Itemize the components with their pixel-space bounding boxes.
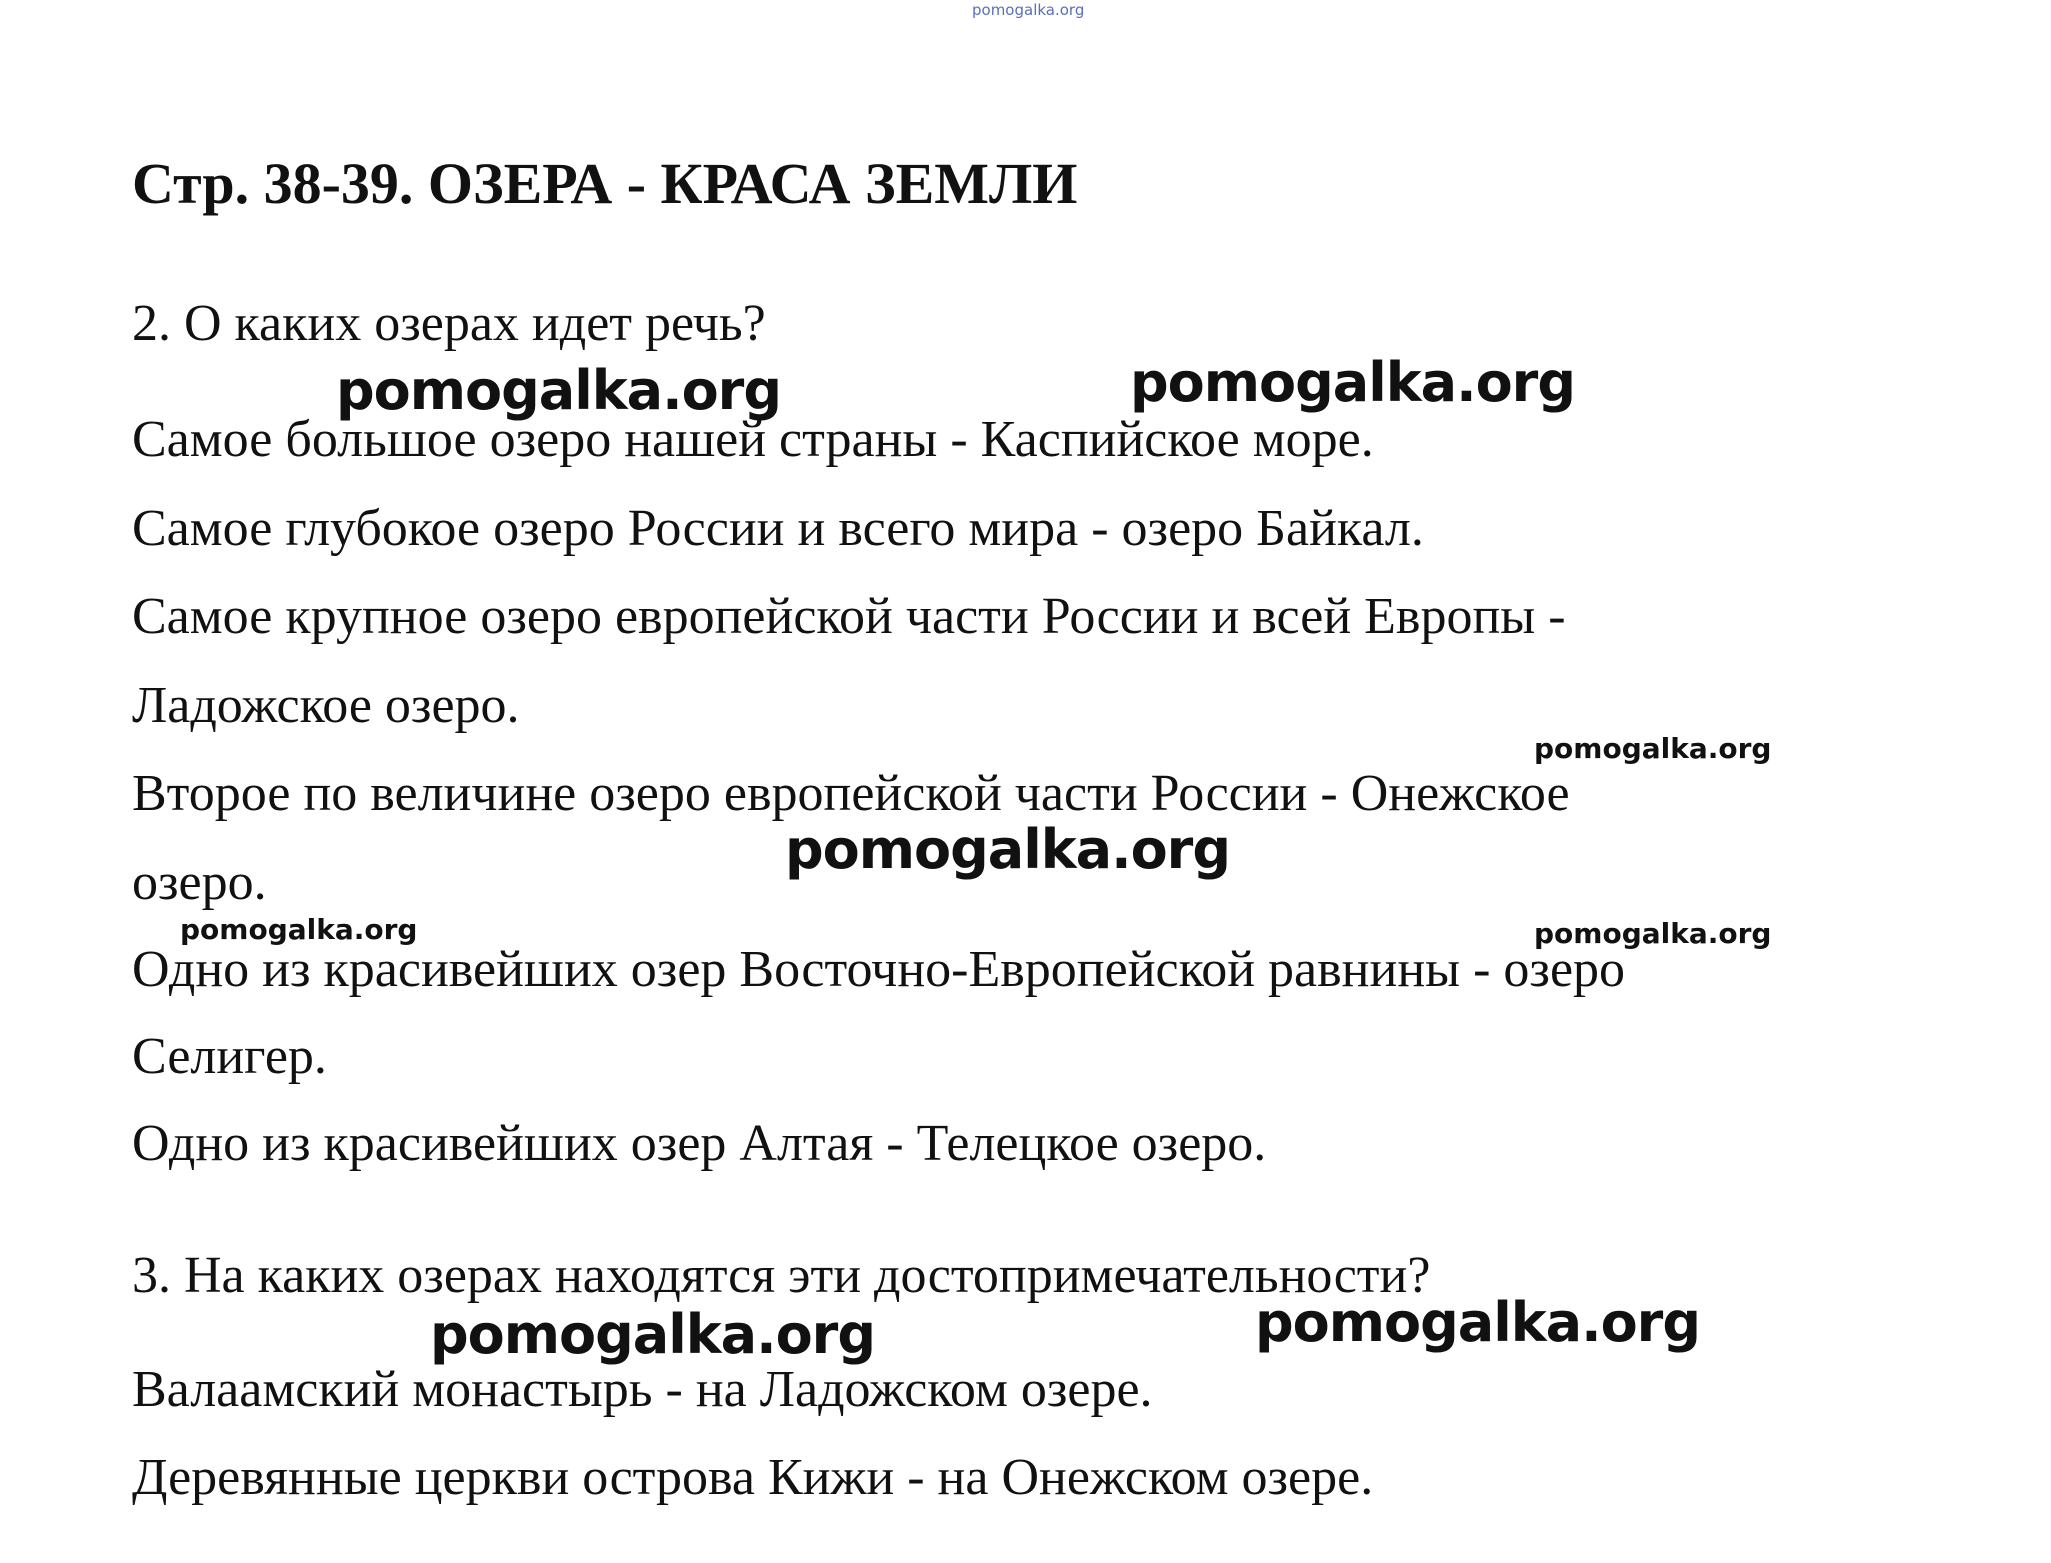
answer-line: Деревянные церкви острова Кижи - на Онежском озере.	[132, 1449, 1374, 1506]
page-title: Стр. 38-39. ОЗЕРА - КРАСА ЗЕМЛИ	[132, 151, 1078, 216]
answer-line: Самое большое озеро нашей страны - Каспийское море.	[132, 411, 1374, 468]
watermark: pomogalka.org	[1130, 351, 1575, 414]
watermark: pomogalka.org	[336, 359, 781, 422]
question-2: 2. О каких озерах идет речь?	[132, 295, 766, 352]
answer-line: Второе по величине озеро европейской части России - Онежское	[132, 765, 1570, 822]
answer-line: Селигер.	[132, 1028, 327, 1085]
question-3: 3. На каких озерах находятся эти достопримечательности?	[132, 1247, 1431, 1304]
watermark: pomogalka.org	[1534, 917, 1772, 950]
answer-line: Ладожское озеро.	[132, 677, 520, 734]
answer-line: Одно из красивейших озер Восточно-Европейской равнины - озеро	[132, 941, 1626, 998]
watermark: pomogalka.org	[1255, 1291, 1700, 1354]
answer-line: Одно из красивейших озер Алтая - Телецкое озеро.	[132, 1115, 1267, 1172]
watermark: pomogalka.org	[785, 818, 1230, 881]
answer-line: озеро.	[132, 854, 267, 911]
answer-line: Самое глубокое озеро России и всего мира - озеро Байкал.	[132, 500, 1424, 557]
answer-line: Самое крупное озеро европейской части России и всей Европы -	[132, 588, 1566, 645]
watermark: pomogalka.org	[430, 1303, 875, 1366]
header-watermark: pomogalka.org	[972, 1, 1085, 19]
watermark: pomogalka.org	[180, 913, 418, 946]
answer-line: Валаамский монастырь - на Ладожском озере.	[132, 1361, 1153, 1418]
watermark: pomogalka.org	[1534, 732, 1772, 765]
